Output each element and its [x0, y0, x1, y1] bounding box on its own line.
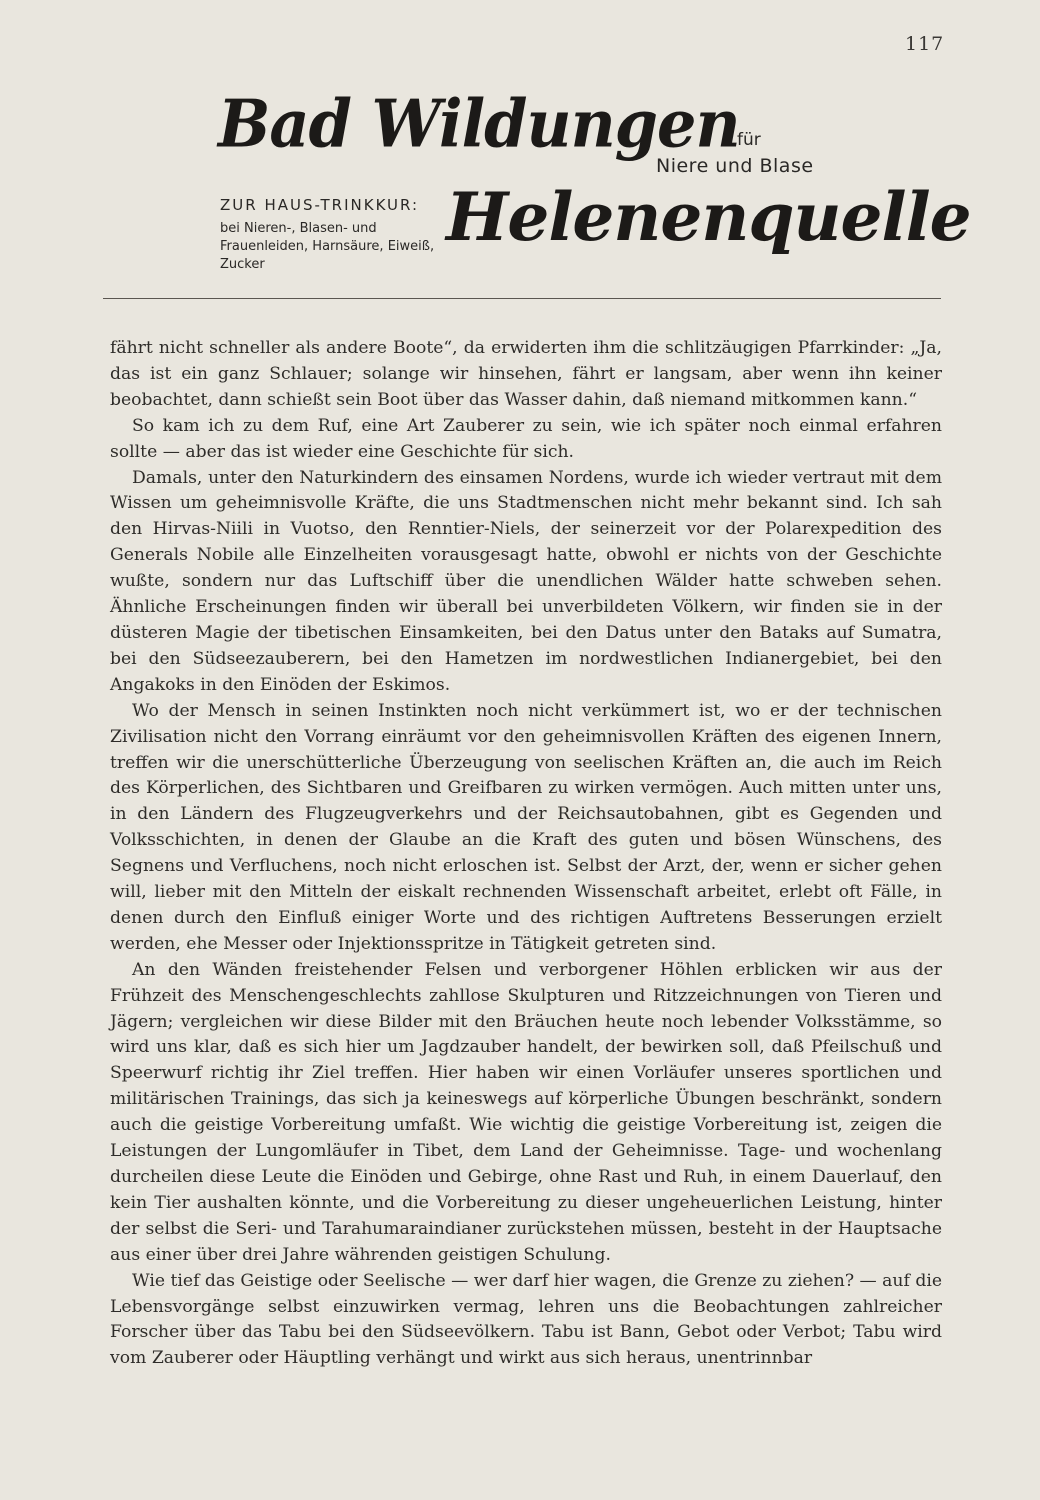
ad-kur-label: ZUR HAUS-TRINKKUR: [220, 196, 420, 214]
ad-title-helenenquelle: Helenenquelle [446, 178, 971, 256]
body-text [110, 336, 942, 1372]
paragraph: Wo der Mensch in seinen Instinkten noch nicht verkümmert ist, wo er der technischen Zivilisation nicht den Vorrang einräumt vor den geheimnisvollen Kräften des eigenen Innern, treffen wir die unerschütterliche Überzeugung von seelischen Kräften an, die auch im Reich des Körperlichen, des Sichtbaren und Greifbaren zu wirken vermögen. Auch mitten unter uns, in den Ländern des Flugzeugverkehrs und der Reichsautobahnen, gibt es Gegenden und Volksschichten, in denen der Glaube an die Kraft des guten und bösen Wünschens, des Segnens und Verfluchens, noch nicht erloschen ist. Selbst der Arzt, der, wenn er sicher gehen will, lieber mit den Mitteln der eiskalt rechnenden Wissenschaft arbeitet, erlebt oft Fälle, in denen durch den Einfluß einiger Worte und des richtigen Auftretens Besserungen erzielt werden, ehe Messer oder Injektionsspritze in Tätigkeit getreten sind. [110, 700, 942, 954]
divider-rule [103, 298, 941, 299]
ad-indications: bei Nieren-, Blasen- und Frauenleiden, Harnsäure, Eiweiß, Zucker [220, 221, 435, 272]
paragraph: fährt nicht schneller als andere Boote“, da erwiderten ihm die schlitzäugigen Pfarrkinder: „Ja, das ist ein ganz Schlauer; solange wir hinsehen, fährt er langsam, aber wenn ihn keiner beobachtet, dann schießt sein Boot über das Wasser dahin, daß niemand mitkommen kann.“ [110, 338, 942, 410]
paragraph: An den Wänden freistehender Felsen und verborgener Höhlen erblicken wir aus der Frühzeit des Menschengeschlechts zahllose Skulpturen und Ritzzeichnungen von Tieren und Jägern; vergleichen wir diese Bilder mit den Bräuchen heute noch lebender Volksstämme, so wird uns klar, daß es sich hier um Jagdzauber handelt, der bewirken soll, daß Pfeilschuß und Speerwurf richtig ihr Ziel treffen. Hier haben wir einen Vorläufer unseres sportlichen und militärischen Trainings, das sich ja keineswegs auf körperliche Übungen beschränkt, sondern auch die geistige Vorbereitung umfaßt. Wie wichtig die geistige Vorbereitung ist, zeigen die Leistungen der Lungomläufer in Tibet, dem Land der Geheimnisse. Tage- und wochenlang durcheilen diese Leute die Einöden und Gebirge, ohne Rast und Ruh, in einem Dauerlauf, den kein Tier aushalten könnte, und die Vorbereitung zu dieser ungeheuerlichen Leistung, hinter der selbst die Seri- und Tarahumaraindianer zurückstehen müssen, besteht in der Hauptsache aus einer über drei Jahre währenden geistigen Schulung. [110, 959, 942, 1265]
paragraph: Wie tief das Geistige oder Seelische — wer darf hier wagen, die Grenze zu ziehen? — auf die Lebensvorgänge selbst einzuwirken vermag, lehren uns die Beobachtungen zahlreicher Forscher über das Tabu bei den Südseevölkern. Tabu ist Bann, Gebot oder Verbot; Tabu wird vom Zauberer oder Häuptling verhängt und wirkt aus sich heraus, unentrinnbar [110, 1270, 942, 1369]
paragraph: So kam ich zu dem Ruf, eine Art Zauberer zu sein, wie ich später noch einmal erfahren sollte — aber das ist wieder eine Geschichte für sich. [110, 415, 942, 462]
page-number: 117 [905, 33, 945, 55]
ad-title-bad-wildungen: Bad Wildungen [218, 85, 740, 163]
ad-fuer: für [737, 130, 761, 150]
ad-subtitle: Niere und Blase [656, 155, 814, 177]
paragraph: Damals, unter den Naturkindern des einsamen Nordens, wurde ich wieder vertraut mit dem Wissen um geheimnisvolle Kräfte, die uns Stadtmenschen nicht mehr bekannt sind. Ich sah den Hirvas-Niili in Vuotso, den Renntier-Niels, der seinerzeit vor der Polarexpedition des Generals Nobile alle Einzelheiten vorausgesagt hatte, obwohl er nichts von der Geschichte wußte, sondern nur das Luftschiff über die unendlichen Wälder hatte schweben sehen. Ähnliche Erscheinungen finden wir überall bei unverbildeten Völkern, wir finden sie in der düsteren Magie der tibetischen Einsamkeiten, bei den Datus unter den Bataks auf Sumatra, bei den Südseezauberern, bei den Hametzen im nordwestlichen Indianergebiet, bei den Angakoks in den Einöden der Eskimos. [110, 467, 942, 695]
